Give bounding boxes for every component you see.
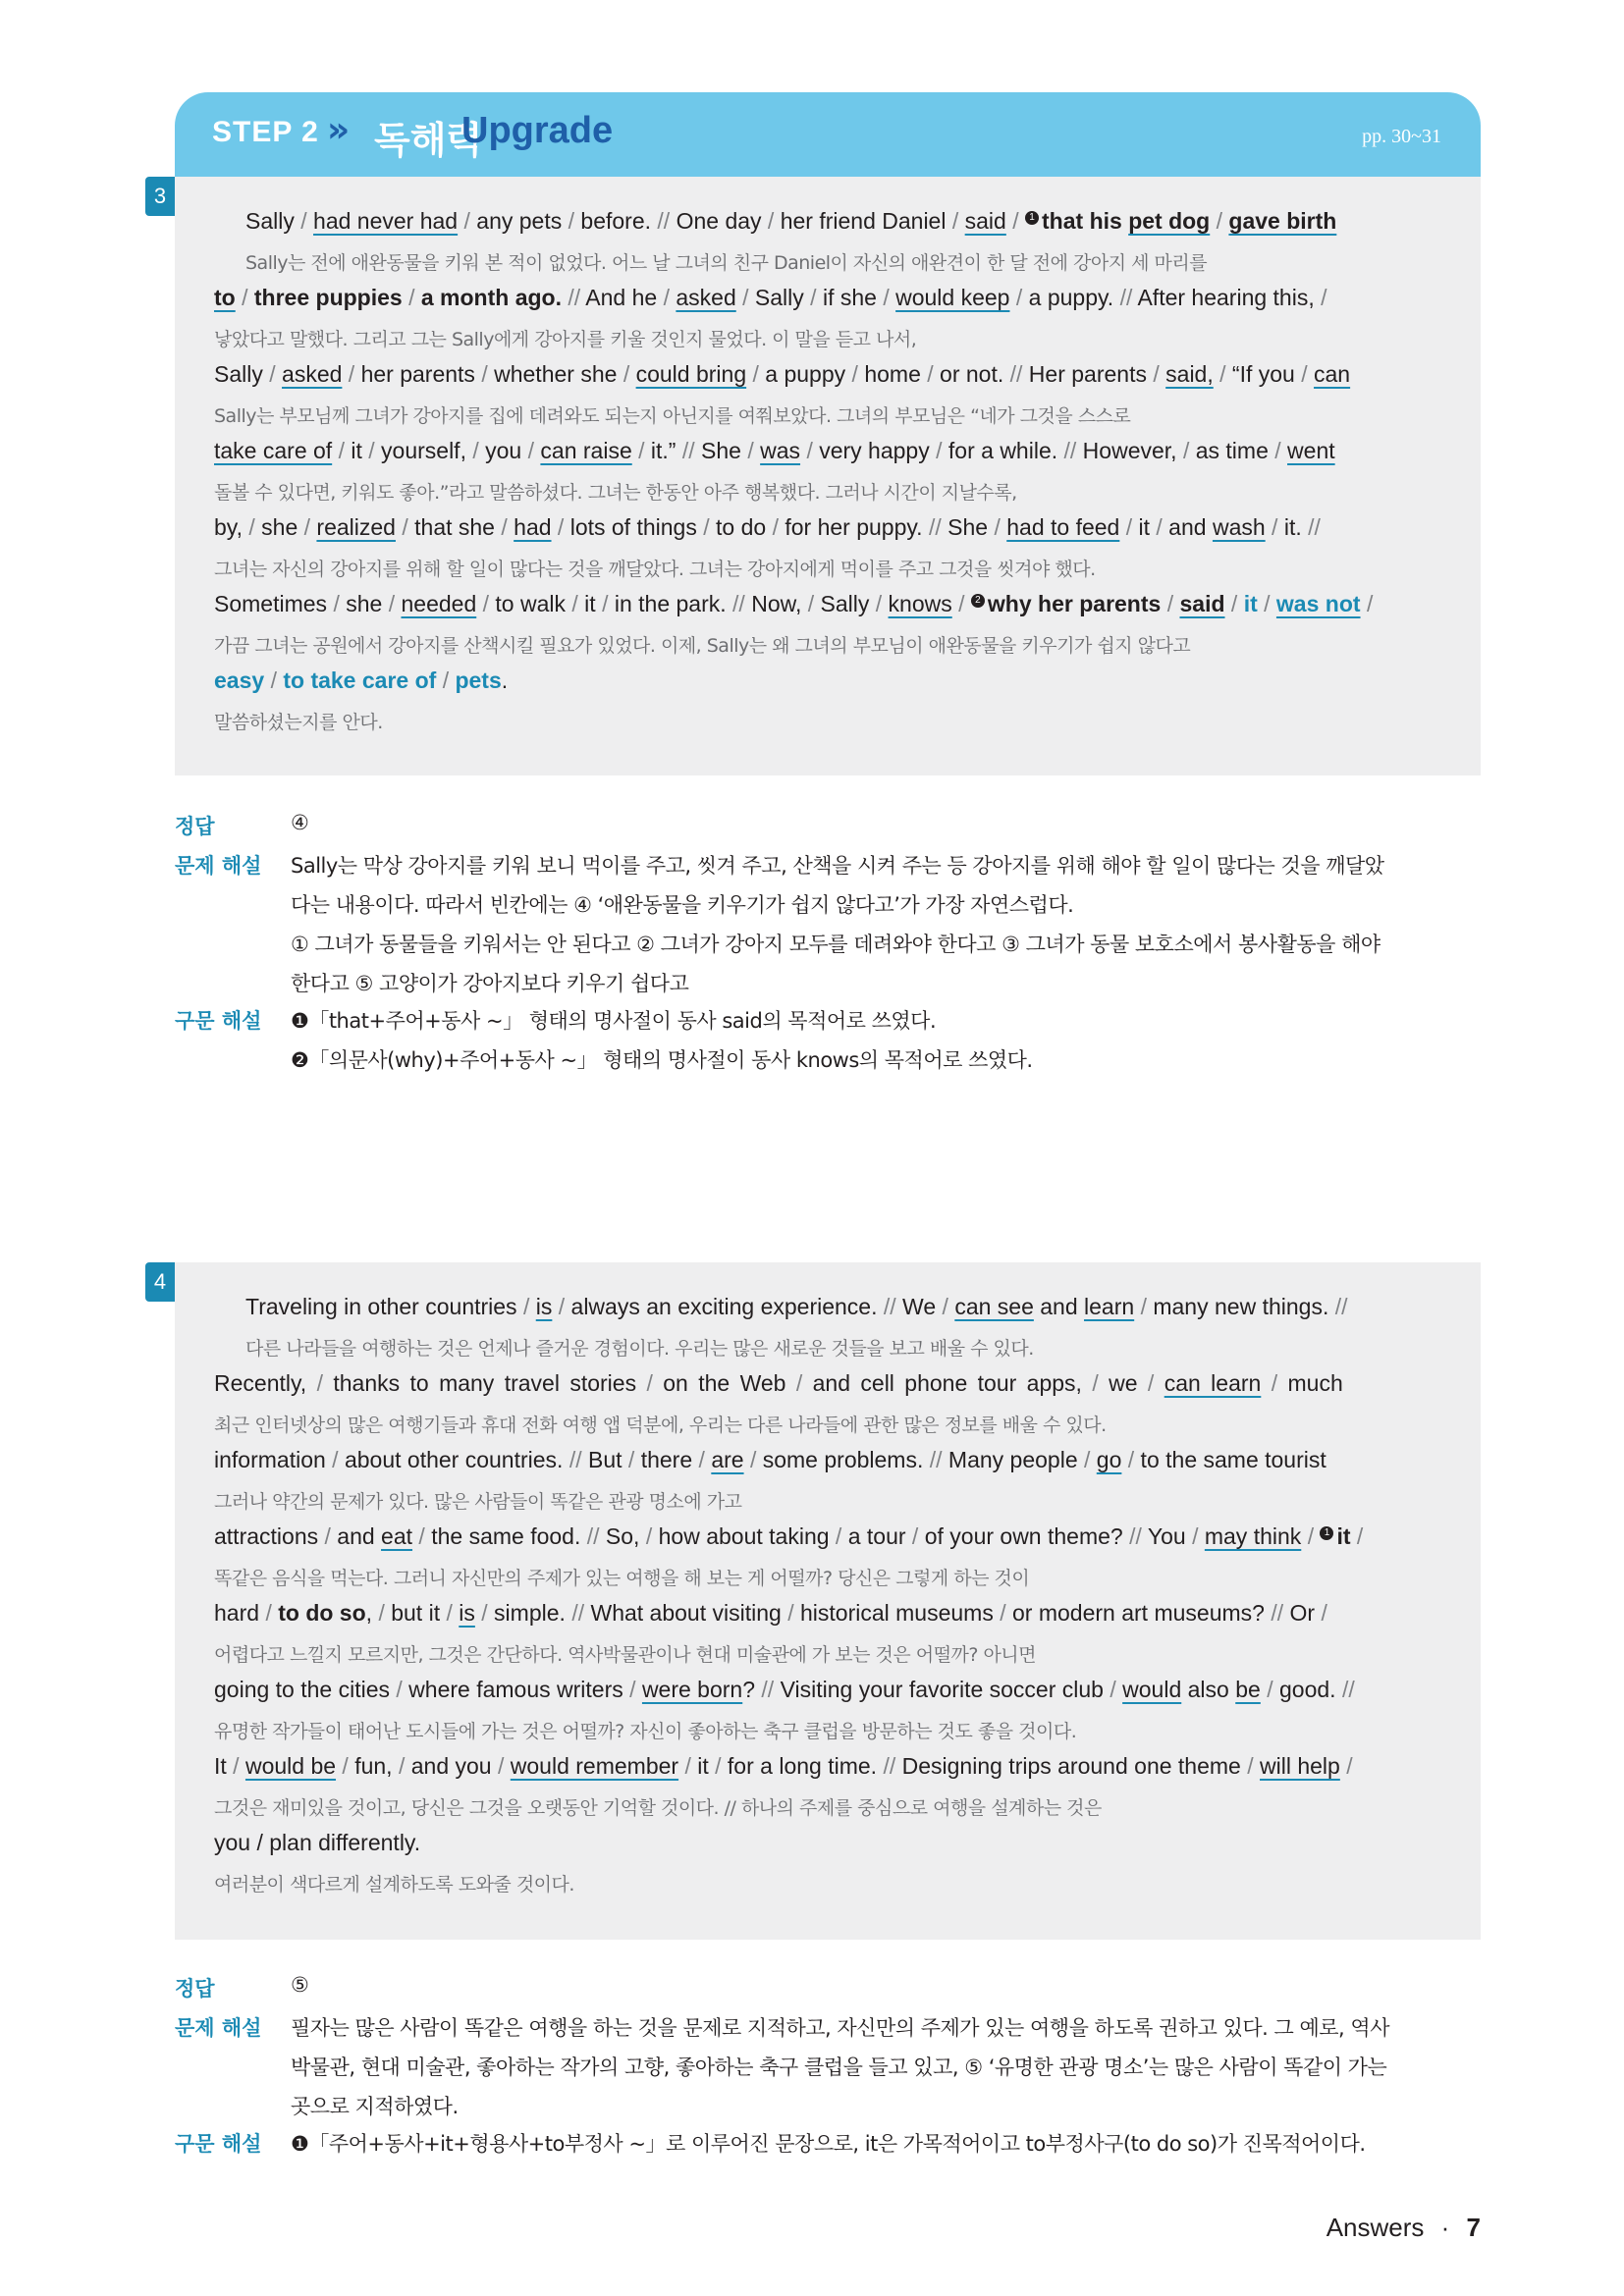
syntax-label: 구문 해설 (175, 1009, 262, 1033)
passage-ko-line: 그것은 재미있을 것이고, 당신은 그것을 오랫동안 기억할 것이다. // 하나의 주제를 중심으로 여행을 설계하는 것은 (214, 1797, 1102, 1819)
explanation-label: 문제 해설 (175, 854, 262, 878)
header-title-en: Upgrade (461, 110, 614, 151)
explanation-line: 다는 내용이다. 따라서 빈칸에는 ④ ‘애완동물을 키우기가 쉽지 않다고’가 가장 자연스럽다. (291, 893, 1074, 917)
answer-value: ④ (291, 811, 309, 834)
explanation-line: Sally는 막상 강아지를 키워 보니 먹이를 주고, 씻겨 주고, 산책을 시켜 주는 등 강아지를 위해 해야 할 일이 많다는 것을 깨달았 (291, 854, 1384, 878)
passage-en-line: easy / to take care of / pets. (214, 667, 509, 693)
passage-en-line: going to the cities / where famous writers / were born? // Visiting your favorite soccer club / would also be / good. // (214, 1677, 1355, 1702)
answer-value: ⑤ (291, 1973, 309, 1997)
passage-ko-line: 낳았다고 말했다. 그리고 그는 Sally에게 강아지를 키울 것인지 물었다. 이 말을 듣고 나서, (214, 329, 917, 350)
explanation-line: 필자는 많은 사람이 똑같은 여행을 하는 것을 문제로 지적하고, 자신만의 주제가 있는 여행을 하도록 권하고 있다. 그 예로, 역사 (291, 2016, 1389, 2040)
passage-ko-line: 그녀는 자신의 강아지를 위해 할 일이 많다는 것을 깨달았다. 그녀는 강아지에게 먹이를 주고 그것을 씻겨야 했다. (214, 559, 1096, 580)
passage-en-line: It / would be / fun, / and you / would remember / it / for a long time. // Designing trips around one theme / will help / (214, 1753, 1353, 1779)
syntax-label: 구문 해설 (175, 2132, 262, 2156)
passage-en-line: Recently, / thanks to many travel stories / on the Web / and cell phone tour apps, / we / can learn / much (214, 1370, 1343, 1396)
syntax-line: ❷「의문사(why)+주어+동사 ~」 형태의 명사절이 동사 knows의 목적어로 쓰였다. (291, 1048, 1033, 1072)
passage-en-line: you / plan differently. (214, 1830, 421, 1855)
explanation-line: 곳으로 지적하였다. (291, 2095, 459, 2118)
passage-en-line: Sometimes / she / needed / to walk / it / in the park. // Now, / Sally / knows / 2 why her parents / said / it / was not / (214, 591, 1374, 616)
passage-ko-line: 그러나 약간의 문제가 있다. 많은 사람들이 똑같은 관광 명소에 가고 (214, 1491, 742, 1513)
header-title-ko: 독해력 (374, 119, 483, 162)
explanation-label: 문제 해설 (175, 2016, 262, 2040)
passage-box-q4 (175, 1262, 1481, 1940)
passage-ko-line: 돌볼 수 있다면, 키워도 좋아.”라고 말씀하셨다. 그녀는 한동안 아주 행복했다. 그러나 시간이 지날수록, (214, 482, 1017, 504)
passage-en-line: to / three puppies / a month ago. // And he / asked / Sally / if she / would keep / a puppy. // After hearing this, / (214, 285, 1327, 310)
answer-label: 정답 (175, 1977, 215, 2001)
passage-ko-line: 여러분이 색다르게 설계하도록 도와줄 것이다. (214, 1874, 574, 1896)
section-header (175, 92, 1481, 177)
passage-ko-line: 다른 나라들을 여행하는 것은 언제나 즐거운 경험이다. 우리는 많은 새로운 것들을 보고 배울 수 있다. (245, 1338, 1034, 1360)
passage-ko-line: 말씀하셨는지를 안다. (214, 712, 383, 733)
syntax-line: ❶「주어+동사+it+형용사+to부정사 ~」로 이루어진 문장으로, it은 가목적어이고 to부정사구(to do so)가 진목적어이다. (291, 2132, 1366, 2156)
passage-en-line: Sally / asked / her parents / whether she / could bring / a puppy / home / or not. // Her parents / said, / “If you / can (214, 361, 1351, 387)
explanation-line: ① 그녀가 동물들을 키워서는 안 된다고 ② 그녀가 강아지 모두를 데려와야 한다고 ③ 그녀가 동물 보호소에서 봉사활동을 해야 (291, 933, 1380, 956)
passage-ko-line: 유명한 작가들이 태어난 도시들에 가는 것은 어떨까? 자신이 좋아하는 축구 클럽을 방문하는 것도 좋을 것이다. (214, 1721, 1077, 1742)
step-label: STEP 2 (212, 116, 319, 148)
passage-box-q3 (175, 177, 1481, 775)
passage-ko-line: 어렵다고 느낄지 모르지만, 그것은 간단하다. 역사박물관이나 현대 미술관에 가 보는 것은 어떨까? 아니면 (214, 1644, 1037, 1666)
passage-en-line: information / about other countries. // But / there / are / some problems. // Many people / go / to the same tourist (214, 1447, 1326, 1472)
answer-label: 정답 (175, 815, 215, 838)
passage-ko-line: Sally는 전에 애완동물을 키워 본 적이 없었다. 어느 날 그녀의 친구 Daniel이 자신의 애완견이 한 달 전에 강아지 세 마리를 (245, 252, 1208, 274)
explanation-line: 한다고 ⑤ 고양이가 강아지보다 키우기 쉽다고 (291, 972, 689, 995)
passage-en-line: attractions / and eat / the same food. // So, / how about taking / a tour / of your own theme? // You / may think / 1 it / (214, 1523, 1364, 1549)
page-footer (1326, 2213, 1481, 2243)
passage-en-line: Traveling in other countries / is / always an exciting experience. // We / can see and learn / many new things. // (245, 1294, 1348, 1319)
passage-ko-line: 가끔 그녀는 공원에서 강아지를 산책시킬 필요가 있었다. 이제, Sally는 왜 그녀의 부모님이 애완동물을 키우기가 쉽지 않다고 (214, 635, 1191, 657)
double-chevron-icon: » (327, 110, 351, 150)
explanation-line: 박물관, 현대 미술관, 좋아하는 작가의 고향, 좋아하는 축구 클럽을 들고 있고, ⑤ ‘유명한 관광 명소’는 많은 사람이 똑같이 가는 (291, 2056, 1387, 2079)
footer-label: Answers (1326, 2213, 1425, 2242)
passage-en-line: hard / to do so, / but it / is / simple. // What about visiting / historical museums / or modern art museums? // Or / (214, 1600, 1327, 1626)
footer-dot: · (1440, 2213, 1450, 2242)
passage-ko-line: 똑같은 음식을 먹는다. 그러니 자신만의 주제가 있는 여행을 해 보는 게 어떨까? 당신은 그렇게 하는 것이 (214, 1568, 1030, 1589)
passage-ko-line: 최근 인터넷상의 많은 여행기들과 휴대 전화 여행 앱 덕분에, 우리는 다른 나라들에 관한 많은 정보를 배울 수 있다. (214, 1415, 1107, 1436)
syntax-line: ❶「that+주어+동사 ~」 형태의 명사절이 동사 said의 목적어로 쓰였다. (291, 1009, 937, 1033)
passage-en-line: Sally / had never had / any pets / before. // One day / her friend Daniel / said / 1 that his pet dog / gave birth (245, 208, 1337, 234)
page-range: pp. 30~31 (1362, 126, 1441, 147)
passage-ko-line: Sally는 부모님께 그녀가 강아지를 집에 데려와도 되는지 아닌지를 여쭤보았다. 그녀의 부모님은 “네가 그것을 스스로 (214, 405, 1131, 427)
question-number-badge: 3 (145, 177, 175, 216)
page-number: 7 (1466, 2213, 1481, 2242)
passage-en-line: by, / she / realized / that she / had / lots of things / to do / for her puppy. // She / had to feed / it / and wash / it. // (214, 514, 1321, 540)
passage-en-line: take care of / it / yourself, / you / can raise / it.” // She / was / very happy / for a while. // However, / as time / went (214, 438, 1335, 463)
question-number-badge: 4 (145, 1262, 175, 1302)
